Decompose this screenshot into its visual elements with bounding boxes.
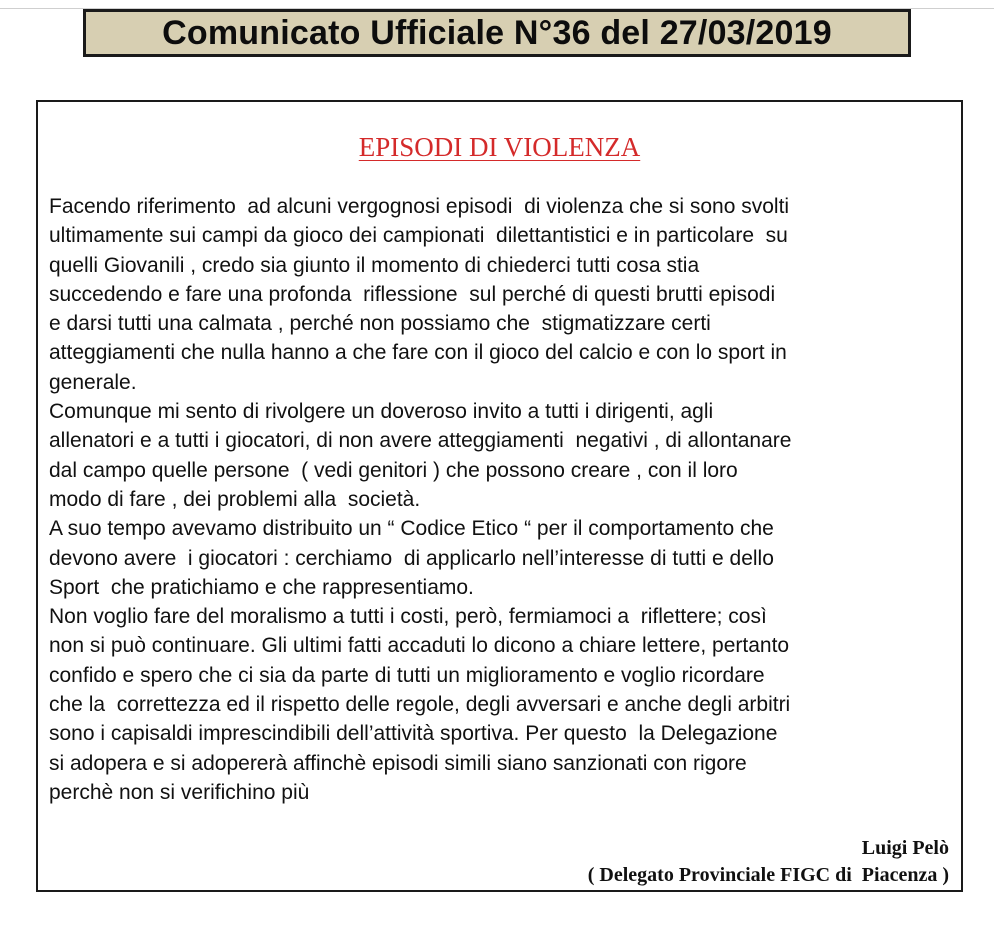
body-line: quelli Giovanili , credo sia giunto il momento di chiederci tutti cosa stia bbox=[49, 253, 700, 277]
body-line: si adopera e si adopererà affinchè episodi simili siano sanzionati con rigore bbox=[49, 751, 747, 775]
body-line: Non voglio fare del moralismo a tutti i costi, però, fermiamoci a riflettere; così bbox=[49, 605, 767, 629]
signature-name: Luigi Pelò bbox=[861, 837, 949, 859]
announcement-box bbox=[36, 100, 963, 892]
body-line: Facendo riferimento ad alcuni vergognosi episodi di violenza che si sono svolti bbox=[49, 195, 790, 218]
body-line: modo di fare , dei problemi alla società. bbox=[49, 487, 421, 511]
page-title: Comunicato Ufficiale N°36 del 27/03/2019 bbox=[162, 13, 832, 52]
body-line: confido e spero che ci sia da parte di tutti un miglioramento e voglio ricordare bbox=[49, 663, 765, 687]
body-line: dal campo quelle persone ( vedi genitori ) che possono creare , con il loro bbox=[49, 458, 738, 482]
signature-role: ( Delegato Provinciale FIGC di Piacenza ) bbox=[587, 864, 949, 886]
body-line: generale. bbox=[49, 370, 137, 394]
header-banner bbox=[83, 9, 911, 57]
body-line: ultimamente sui campi da gioco dei campionati dilettantistici e in particolare su bbox=[49, 224, 788, 248]
body-line: perchè non si verifichino più bbox=[49, 780, 310, 804]
section-heading: EPISODI DI VIOLENZA bbox=[358, 132, 641, 162]
body-line: non si può continuare. Gli ultimi fatti accaduti lo dicono a chiare lettere, pertanto bbox=[49, 634, 790, 658]
body-line: sono i capisaldi imprescindibili dell’attività sportiva. Per questo la Delegazione bbox=[49, 722, 778, 746]
body-line: allenatori e a tutti i giocatori, di non avere atteggiamenti negativi , di allontanare bbox=[49, 429, 792, 453]
body-line: Sport che pratichiamo e che rappresentiamo. bbox=[49, 575, 474, 599]
announcement-body bbox=[49, 192, 959, 807]
body-line: devono avere i giocatori : cerchiamo di applicarlo nell’interesse di tutti e dello bbox=[49, 546, 774, 570]
body-line: A suo tempo avevamo distribuito un “ Codice Etico “ per il comportamento che bbox=[49, 517, 774, 541]
body-line: succedendo e fare una profonda riflessione sul perché di questi brutti episodi bbox=[49, 282, 776, 306]
body-line: che la correttezza ed il rispetto delle regole, degli avversari e anche degli arbitri bbox=[49, 693, 791, 717]
body-line: e darsi tutti una calmata , perché non possiamo che stigmatizzare certi bbox=[49, 312, 711, 336]
body-line: Comunque mi sento di rivolgere un doveroso invito a tutti i dirigenti, agli bbox=[49, 400, 714, 424]
body-line: atteggiamenti che nulla hanno a che fare con il gioco del calcio e con lo sport in bbox=[49, 341, 787, 365]
